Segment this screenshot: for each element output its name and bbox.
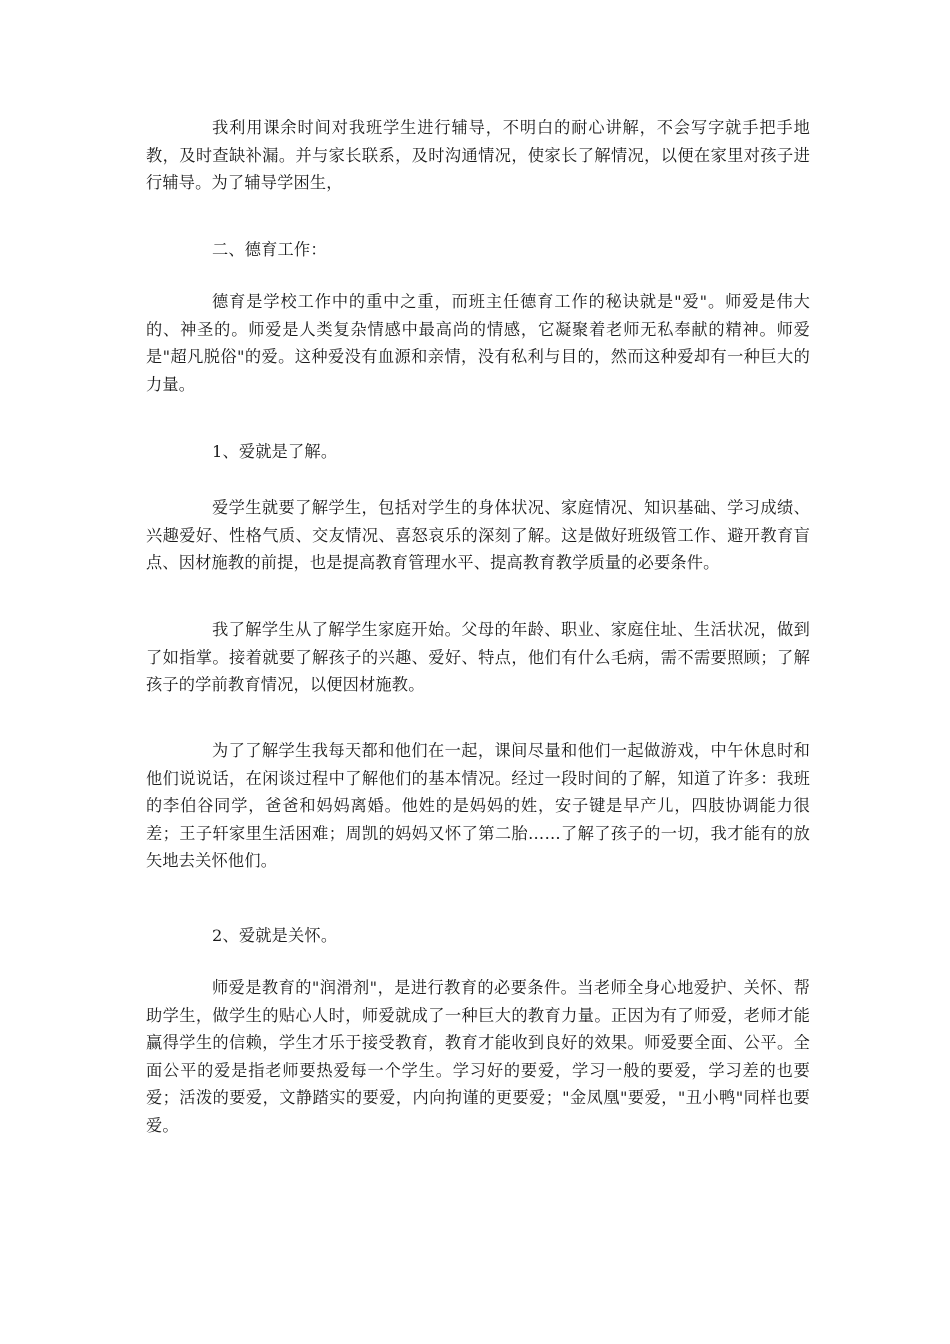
subheading-love-is-understanding: 1、爱就是了解。 [212,442,338,461]
paragraph-teacher-love: 德育是学校工作中的重中之重，而班主任德育工作的秘诀就是"爱"。师爱是伟大的、神圣的。师爱是人类复杂情感中最高尚的情感，它凝聚着老师无私奉献的精神。师爱是"超凡脱俗"的爱。这种爱没有血源和亲情，没有私利与目的，然而这种爱却有一种巨大的力量。 [146,292,810,394]
section-heading-moral-education: 二、德育工作： [212,240,327,259]
paragraph-understand-students: 爱学生就要了解学生，包括对学生的身体状况、家庭情况、知识基础、学习成绩、兴趣爱好、性格气质、交友情况、喜怒哀乐的深刻了解。这是做好班级管工作、避开教育盲点、因材施教的前提，也是提高教育管理水平、提高教育教学质量的必要条件。 [146,498,810,572]
paragraph-tutoring: 我利用课余时间对我班学生进行辅导，不明白的耐心讲解，不会写字就手把手地教，及时查缺补漏。并与家长联系，及时沟通情况，使家长了解情况，以便在家里对孩子进行辅导。为了辅导学困生， [146,118,810,192]
paragraph-family-background: 我了解学生从了解学生家庭开始。父母的年龄、职业、家庭住址、生活状况，做到了如指掌。接着就要了解孩子的兴趣、爱好、特点，他们有什么毛病，需不需要照顾；了解孩子的学前教育情况，以便因材施教。 [146,620,810,694]
paragraph-care-all-students: 师爱是教育的"润滑剂"，是进行教育的必要条件。当老师全身心地爱护、关怀、帮助学生，做学生的贴心人时，师爱就成了一种巨大的教育力量。正因为有了师爱，老师才能赢得学生的信赖，学生才乐于接受教育，教育才能收到良好的效果。师爱要全面、公平。全面公平的爱是指老师要热爱每一个学生。学习好的要爱，学习一般的要爱，学习差的也要爱；活泼的要爱，文静踏实的要爱，内向拘谨的更要爱；"金凤凰"要爱，"丑小鸭"同样也要爱。 [146,978,810,1135]
paragraph-daily-contact: 为了了解学生我每天都和他们在一起，课间尽量和他们一起做游戏，中午休息时和他们说说话，在闲谈过程中了解他们的基本情况。经过一段时间的了解，知道了许多：我班的李伯谷同学，爸爸和妈妈离婚。他姓的是妈妈的姓，安子键是早产儿，四肢协调能力很差；王子轩家里生活困难；周凯的妈妈又怀了第二胎……了解了孩子的一切，我才能有的放矢地去关怀他们。 [146,741,810,870]
subheading-love-is-care: 2、爱就是关怀。 [212,926,338,945]
